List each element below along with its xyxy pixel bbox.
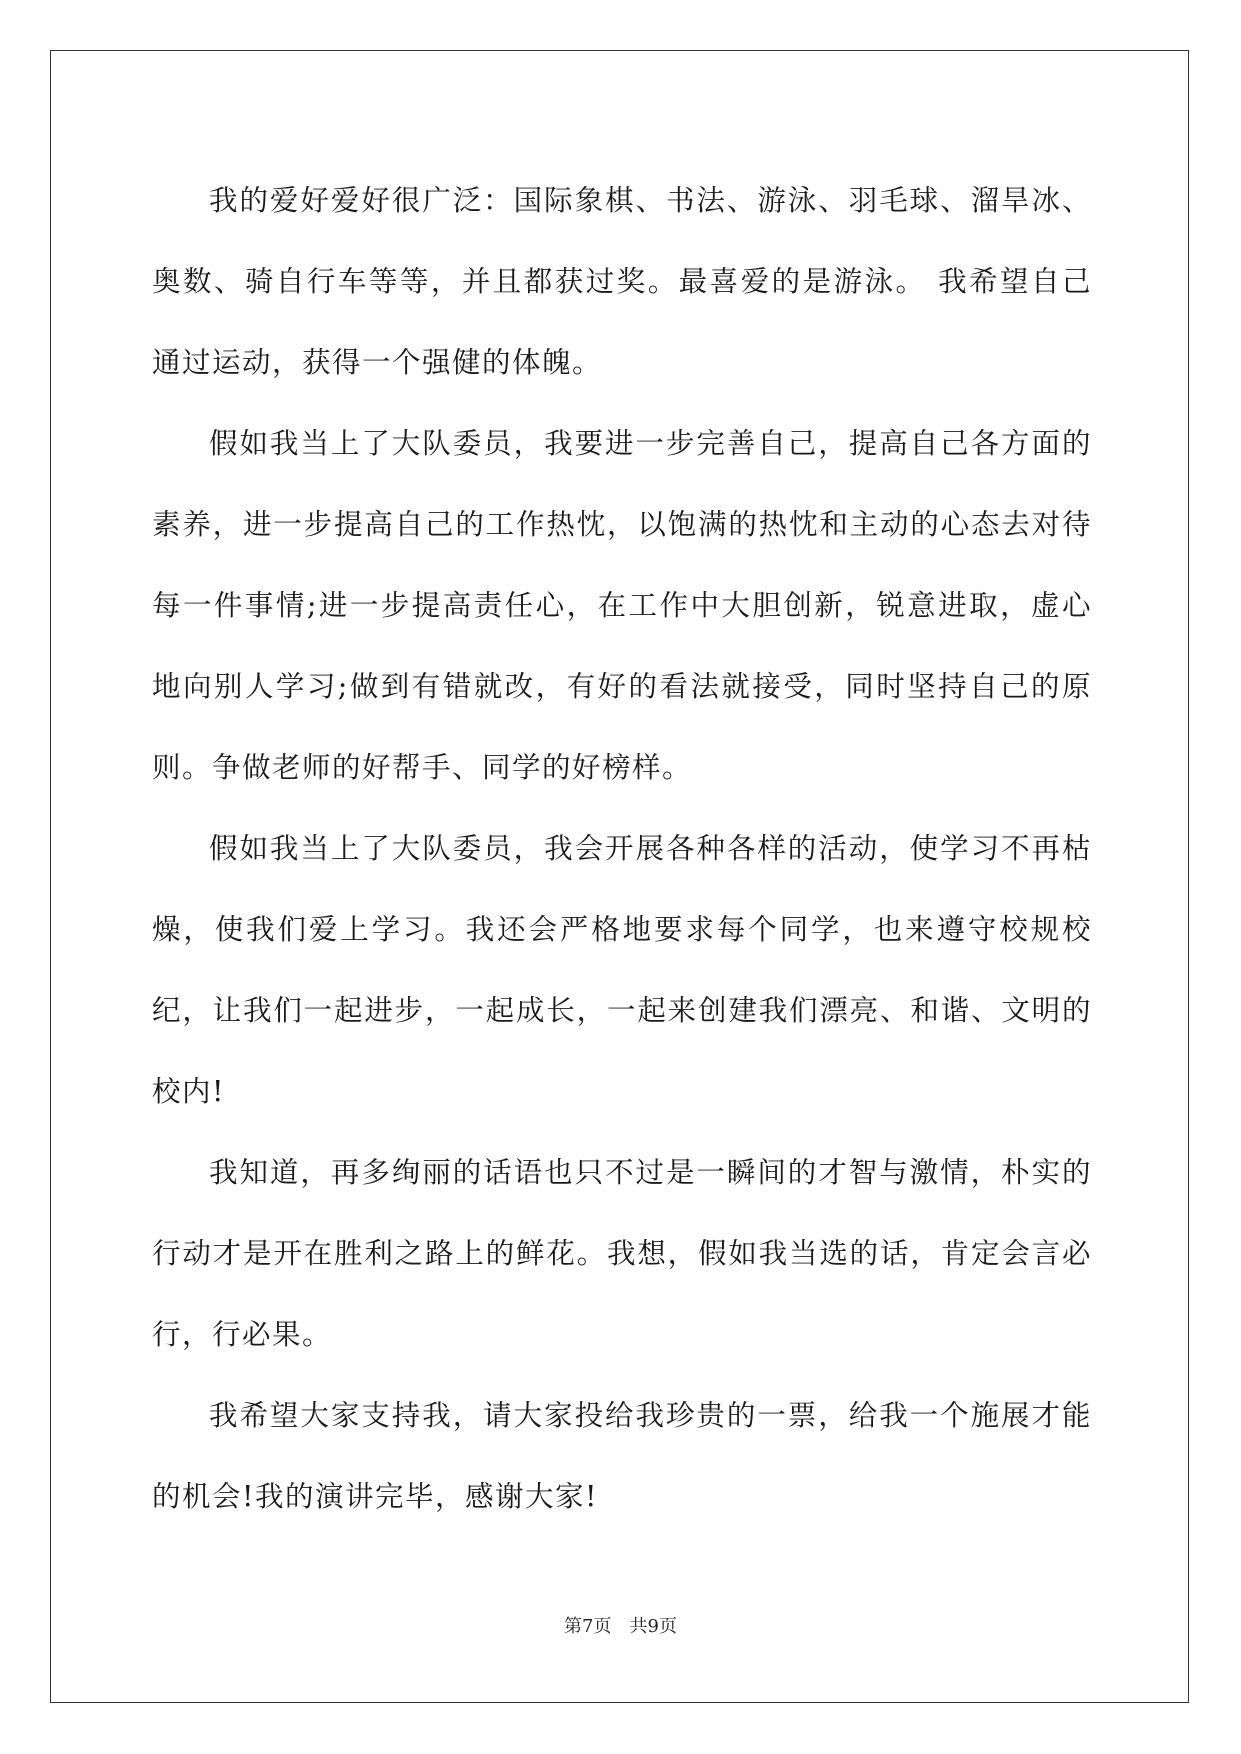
paragraph-closing: 我希望大家支持我，请大家投给我珍贵的一票，给我一个施展才能的机会!我的演讲完毕，感谢大家! <box>152 1399 1092 1513</box>
paragraph-hobbies: 我的爱好爱好很广泛：国际象棋、书法、游泳、羽毛球、溜旱冰、奥数、骑自行车等等，并且都获过奖。最喜爱的是游泳。 我希望自己通过运动，获得一个强健的体魄。 <box>152 184 1092 379</box>
paragraph-action: 我知道，再多绚丽的话语也只不过是一瞬间的才智与激情，朴实的行动才是开在胜利之路上的鲜花。我想，假如我当选的话，肯定会言必行，行必果。 <box>152 1156 1092 1351</box>
paragraph-self-improvement: 假如我当上了大队委员，我要进一步完善自己，提高自己各方面的素养，进一步提高自己的工作热忱，以饱满的热忱和主动的心态去对待每一件事情;进一步提高责任心，在工作中大胆创新，锐意进取，虚心地向别人学习;做到有错就改，有好的看法就接受，同时坚持自己的原则。争做老师的好帮手、同学的好榜样。 <box>152 427 1092 784</box>
page-number-footer: 第7页 共9页 <box>564 1616 677 1637</box>
paragraph-activities: 假如我当上了大队委员，我会开展各种各样的活动，使学习不再枯燥，使我们爱上学习。我还会严格地要求每个同学，也来遵守校规校纪，让我们一起进步，一起成长，一起来创建我们漂亮、和谐、文明的校内! <box>152 832 1092 1108</box>
document-body <box>152 160 1092 1537</box>
